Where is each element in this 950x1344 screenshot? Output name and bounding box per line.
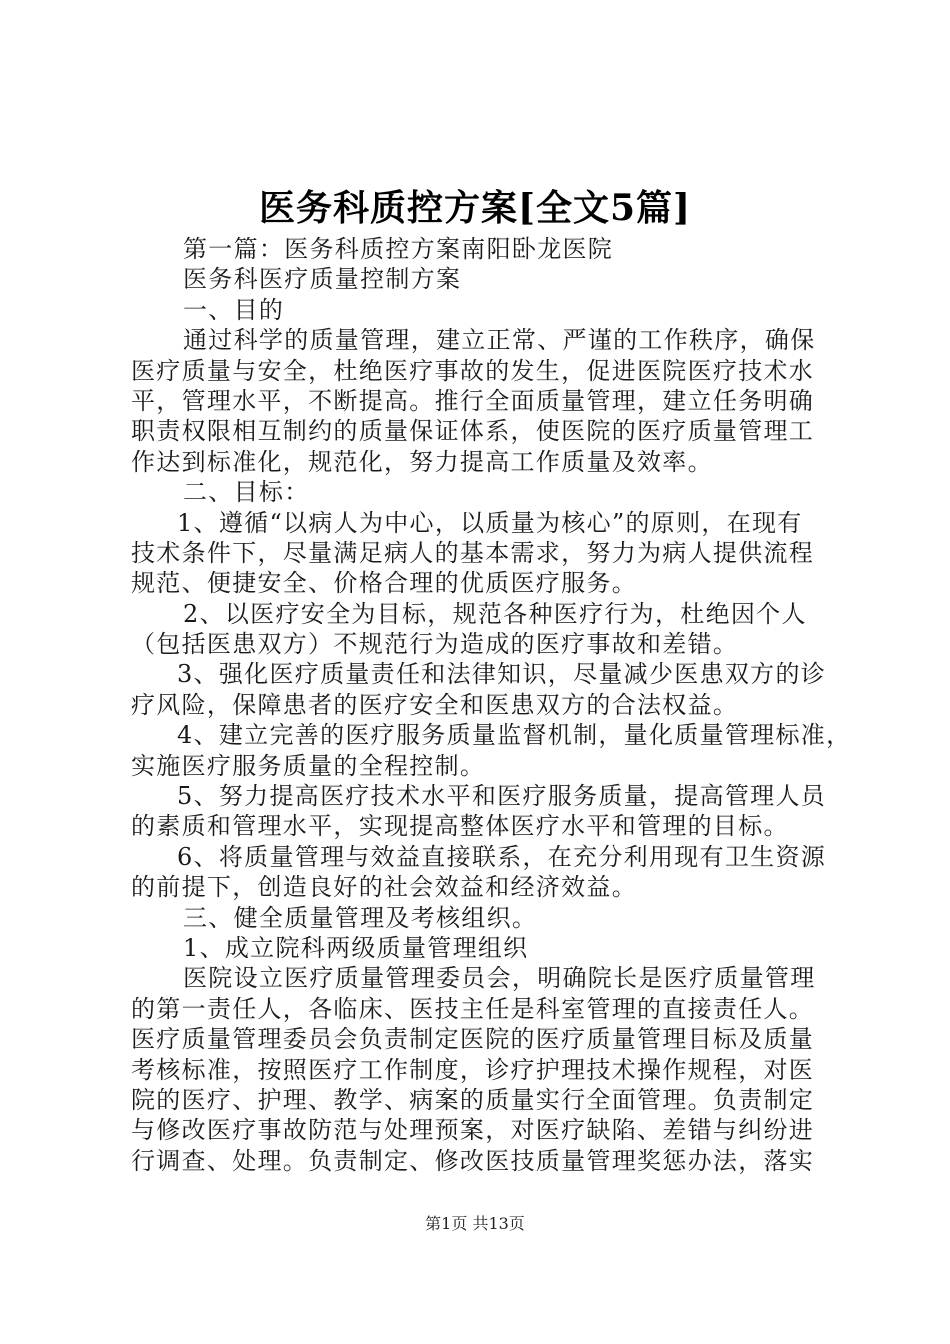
paragraph-line: 疗风险，保障患者的医疗安全和医患双方的合法权益。 [131, 690, 739, 719]
paragraph-line: （包括医患双方）不规范行为造成的医疗事故和差错。 [131, 630, 739, 659]
paragraph-line: 行调查、处理。负责制定、修改医技质量管理奖惩办法，落实 [131, 1146, 815, 1175]
paragraph-line: 的前提下，创造良好的社会效益和经济效益。 [131, 873, 637, 902]
page-number-footer: 第1页 共13页 [425, 1214, 525, 1233]
list-item-line: 6、将质量管理与效益直接联系，在充分利用现有卫生资源 [177, 842, 827, 871]
paragraph-line: 考核标准，按照医疗工作制度，诊疗护理技术操作规程，对医 [131, 1055, 815, 1084]
list-item-line: 2、以医疗安全为目标，规范各种医疗行为，杜绝因个人 [183, 599, 807, 628]
paragraph-line: 的第一责任人，各临床、医技主任是科室管理的直接责任人。 [131, 994, 815, 1023]
paragraph-line: 通过科学的质量管理，建立正常、严谨的工作秩序，确保 [183, 326, 816, 355]
paragraph-line: 院的医疗、护理、教学、病案的质量实行全面管理。负责制定 [131, 1085, 815, 1114]
section-heading: 一、目的 [183, 295, 285, 324]
paragraph-line: 与修改医疗事故防范与处理预案，对医疗缺陷、差错与纠纷进 [131, 1116, 815, 1145]
subheading: 1、成立院科两级质量管理组织 [183, 933, 529, 962]
list-item-line: 3、强化医疗质量责任和法律知识，尽量减少医患双方的诊 [177, 660, 827, 689]
paragraph-line: 的素质和管理水平，实现提高整体医疗水平和管理的目标。 [131, 812, 789, 841]
paragraph-line: 作达到标准化，规范化，努力提高工作质量及效率。 [131, 447, 713, 476]
list-item-line: 1、遵循“以病人为中心，以质量为核心”的原则，在现有 [177, 508, 803, 537]
document-body [131, 234, 852, 1176]
section-heading: 二、目标： [183, 478, 310, 507]
section-heading: 三、健全质量管理及考核组织。 [183, 903, 538, 932]
document-title: 医务科质控方案[全文5篇] [258, 187, 692, 229]
paragraph-line: 职责权限相互制约的质量保证体系，使医院的医疗质量管理工 [131, 417, 815, 446]
section-heading: 第一篇：医务科质控方案南阳卧龙医院 [183, 235, 614, 263]
paragraph-line: 平，管理水平，不断提高。推行全面质量管理，建立任务明确 [131, 386, 815, 415]
list-item-line: 5、努力提高医疗技术水平和医疗服务质量，提高管理人员 [177, 782, 827, 811]
list-item-line: 4、建立完善的医疗服务质量监督机制，量化质量管理标准， [177, 721, 852, 750]
paragraph-line: 技术条件下，尽量满足病人的基本需求，努力为病人提供流程 [131, 538, 815, 567]
subheading: 医务科医疗质量控制方案 [183, 265, 462, 294]
paragraph-line: 实施医疗服务质量的全程控制。 [131, 751, 486, 780]
paragraph-line: 医疗质量管理委员会负责制定医院的医疗质量管理目标及质量 [131, 1025, 815, 1054]
paragraph-line: 医疗质量与安全，杜绝医疗事故的发生，促进医院医疗技术水 [131, 356, 815, 385]
paragraph-line: 规范、便捷安全、价格合理的优质医疗服务。 [131, 569, 637, 598]
paragraph-line: 医院设立医疗质量管理委员会，明确院长是医疗质量管理 [183, 964, 816, 993]
